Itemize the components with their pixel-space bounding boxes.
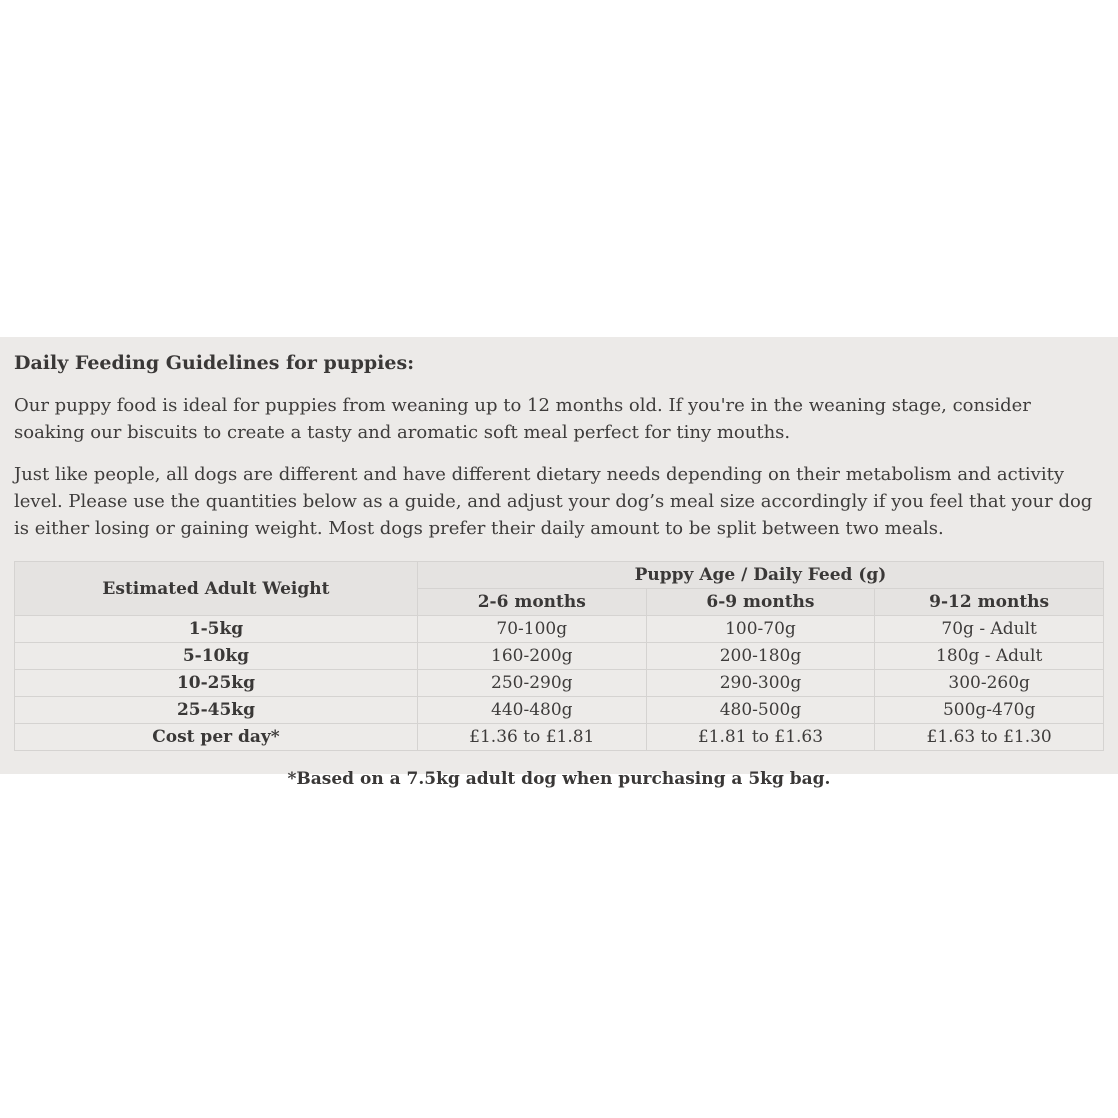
cell-cost: £1.81 to £1.63 — [646, 724, 875, 751]
cell-feed-amount: 300-260g — [875, 670, 1104, 697]
cell-feed-amount: 500g-470g — [875, 697, 1104, 724]
cell-cost: £1.63 to £1.30 — [875, 724, 1104, 751]
col-header-2-6-months: 2-6 months — [417, 589, 646, 616]
cell-feed-amount: 70-100g — [417, 616, 646, 643]
cell-feed-amount: 70g - Adult — [875, 616, 1104, 643]
table-row-cost-per-day — [15, 724, 1104, 751]
cell-feed-amount: 480-500g — [646, 697, 875, 724]
row-header-weight: 1-5kg — [15, 616, 418, 643]
col-header-estimated-adult-weight: Estimated Adult Weight — [15, 562, 418, 616]
cell-feed-amount: 180g - Adult — [875, 643, 1104, 670]
guidance-paragraph: Just like people, all dogs are different and have different dietary needs depending on their metabolism and activity level. Please use the quantities below as a guide, and adjust your dog’s meal size accordingly if you feel that your dog is either losing or gaining weight. Most dogs prefer their daily amount to be split between two meals. — [14, 464, 1093, 539]
col-header-9-12-months: 9-12 months — [875, 589, 1104, 616]
section-heading: Daily Feeding Guidelines for puppies: — [14, 352, 415, 374]
cell-feed-amount: 160-200g — [417, 643, 646, 670]
cell-feed-amount: 440-480g — [417, 697, 646, 724]
col-group-header-puppy-age: Puppy Age / Daily Feed (g) — [417, 562, 1103, 589]
cell-feed-amount: 250-290g — [417, 670, 646, 697]
feeding-guidelines-panel — [0, 337, 1118, 789]
feeding-guidelines-table — [14, 561, 1104, 751]
col-header-6-9-months: 6-9 months — [646, 589, 875, 616]
cell-feed-amount: 290-300g — [646, 670, 875, 697]
cell-feed-amount: 200-180g — [646, 643, 875, 670]
cell-cost: £1.36 to £1.81 — [417, 724, 646, 751]
row-header-weight: 25-45kg — [15, 697, 418, 724]
row-header-weight: 10-25kg — [15, 670, 418, 697]
table-row-25-45kg — [15, 697, 1104, 724]
table-row-10-25kg — [15, 670, 1104, 697]
row-header-cost-per-day: Cost per day* — [15, 724, 418, 751]
table-row-5-10kg — [15, 643, 1104, 670]
footnote: *Based on a 7.5kg adult dog when purchasing a 5kg bag. — [287, 769, 831, 789]
intro-paragraph: Our puppy food is ideal for puppies from weaning up to 12 months old. If you're in the weaning stage, consider soaking our biscuits to create a tasty and aromatic soft meal perfect for tiny mouths. — [14, 395, 1031, 443]
cell-feed-amount: 100-70g — [646, 616, 875, 643]
table-group-header-row — [15, 562, 1104, 589]
row-header-weight: 5-10kg — [15, 643, 418, 670]
table-row-1-5kg — [15, 616, 1104, 643]
